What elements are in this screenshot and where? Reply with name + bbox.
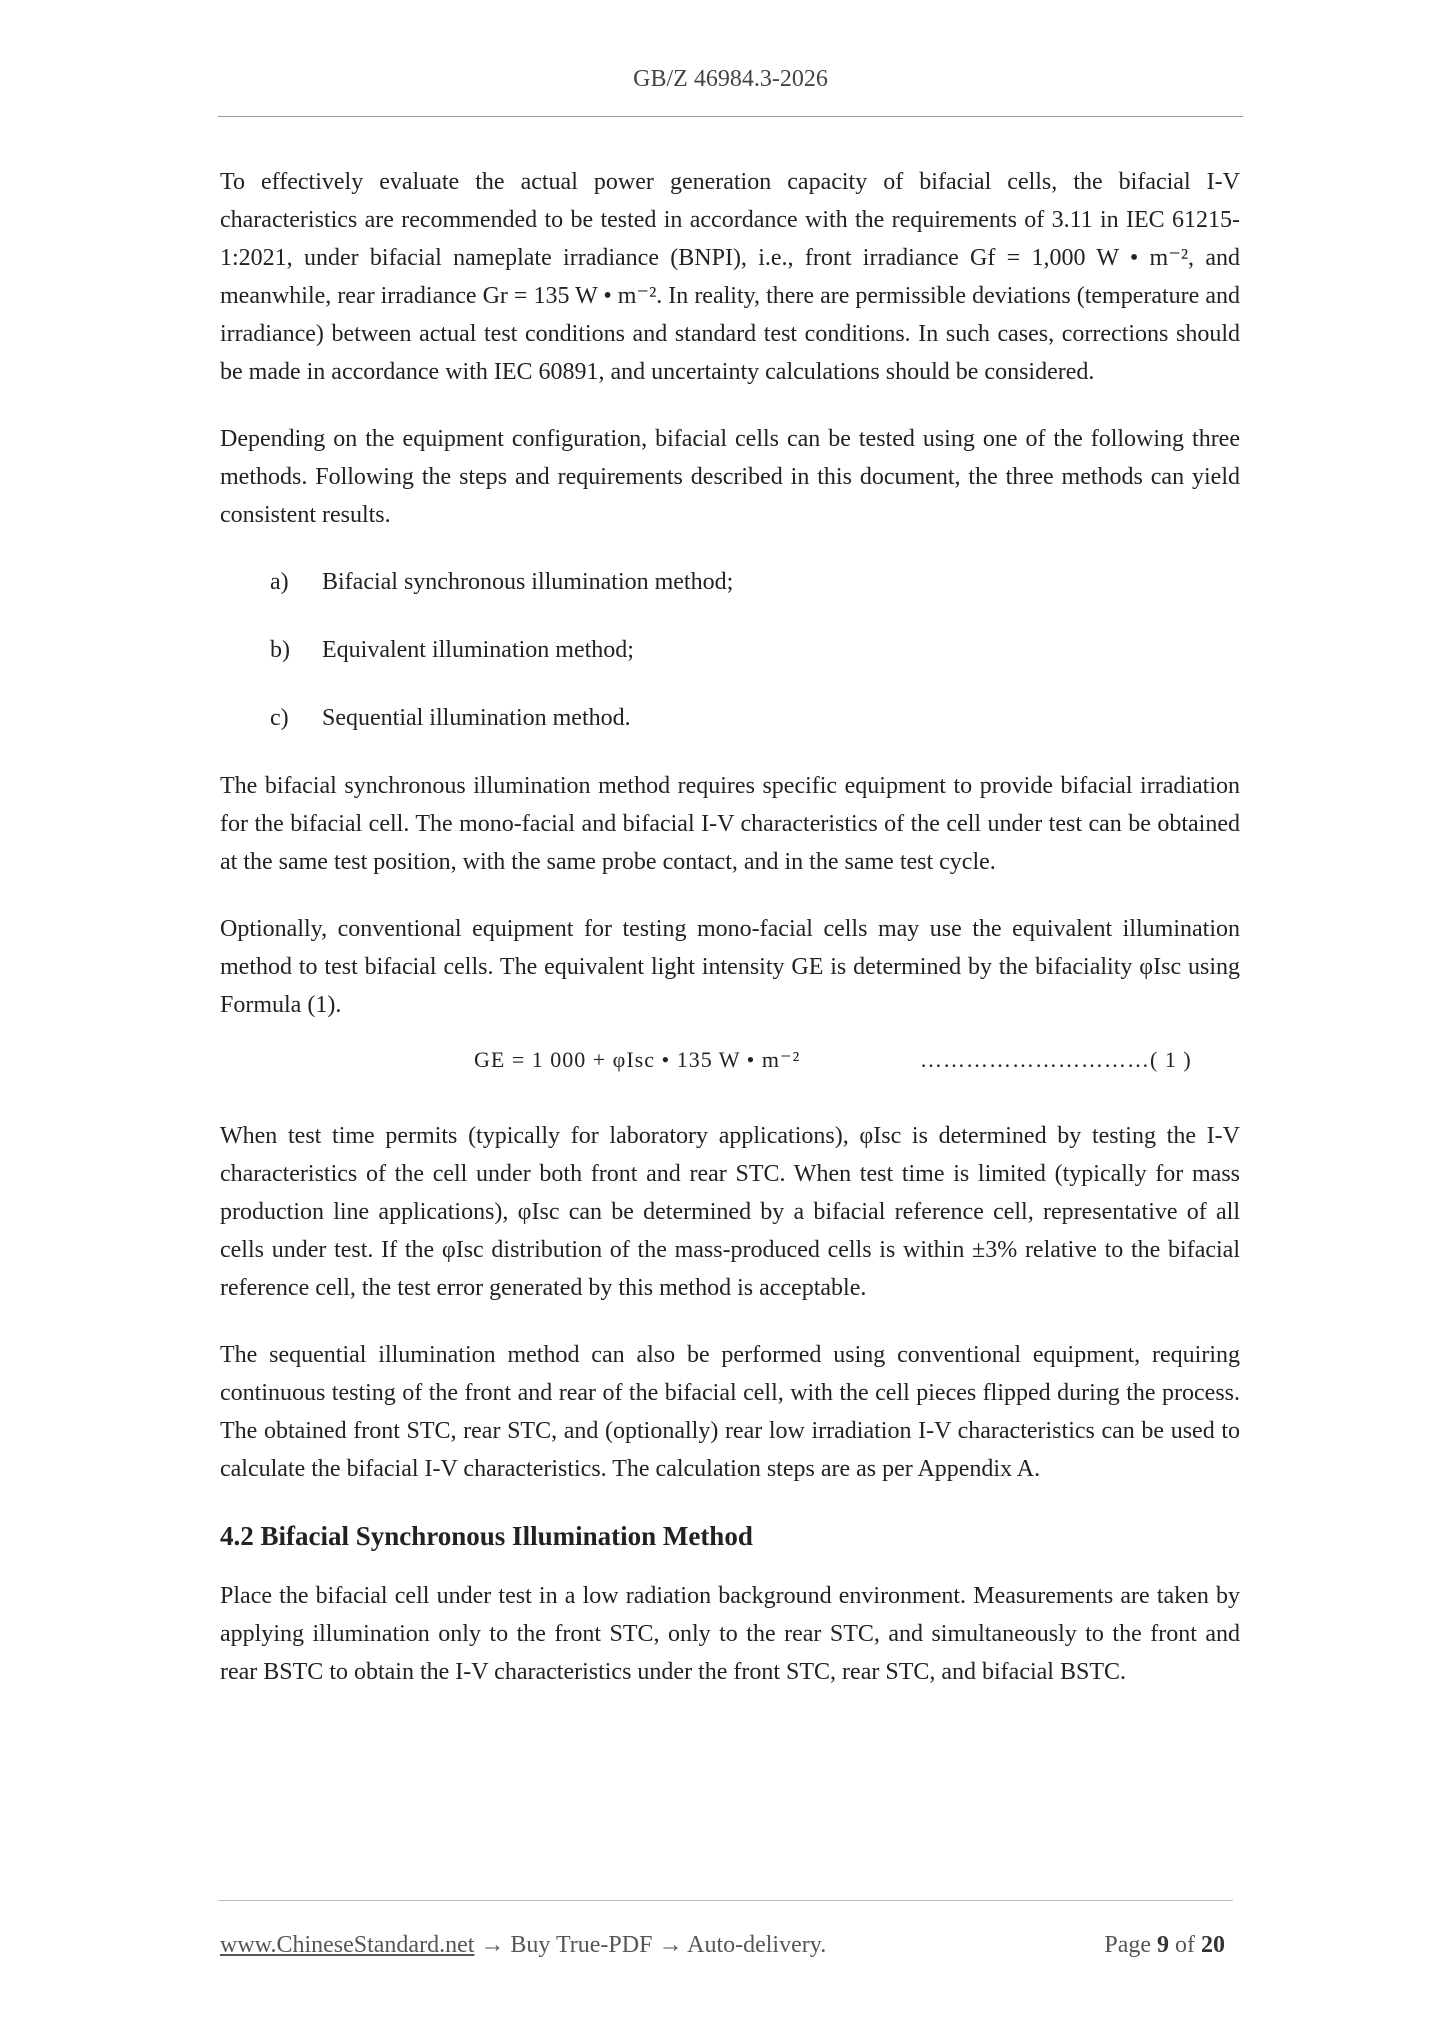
paragraph-procedure: Place the bifacial cell under test in a low radiation background environment. Measurements are taken by applying illumination only to the front STC, only to the rear STC, and simultaneously to the front and rear BSTC to obtain the I-V characteristics under the front STC, rear STC, and bifacial BSTC. xyxy=(220,1583,1240,1685)
list-text: Sequential illumination method. xyxy=(322,705,631,731)
list-marker: b) xyxy=(270,637,290,663)
list-item xyxy=(220,563,1240,601)
page-label: Page xyxy=(1104,1932,1151,1958)
list-item xyxy=(220,631,1240,669)
methods-list xyxy=(220,563,1240,737)
page-number: 9 xyxy=(1157,1932,1169,1958)
paragraph-bnpi: To effectively evaluate the actual power generation capacity of bifacial cells, the bifacial I-V characteristics are recommended to be tested in accordance with the requirements of 3.11 in IEC 61215-1:2021, under bifacial nameplate irradiance (BNPI), i.e., front irradiance Gf = 1,000 W • m⁻², and meanwhile, rear irradiance Gr = 135 W • m⁻². In reality, there are permissible deviations (temperature and irradiance) between actual test conditions and standard test conditions. In such cases, corrections should be made in accordance with IEC 60891, and uncertainty calculations should be considered. xyxy=(220,169,1240,385)
list-text: Equivalent illumination method; xyxy=(322,637,634,663)
footer-divider xyxy=(218,1900,1233,1901)
formula-1 xyxy=(220,1039,1240,1103)
list-marker: c) xyxy=(270,705,289,731)
paragraph-sequential: The sequential illumination method can also be performed using conventional equipment, requiring continuous testing of the front and rear of the bifacial cell, with the cell pieces flipped during the process. The obtained front STC, rear STC, and (optionally) rear low irradiation I-V characteristics can be used to calculate the bifacial I-V characteristics. The calculation steps are as per Appendix A. xyxy=(220,1342,1240,1482)
section-heading: 4.2 Bifacial Synchronous Illumination Method xyxy=(220,1521,753,1551)
paragraph-synchronous: The bifacial synchronous illumination method requires specific equipment to provide bifacial irradiation for the bifacial cell. The mono-facial and bifacial I-V characteristics of the cell under test can be obtained at the same test position, with the same probe contact, and in the same test cycle. xyxy=(220,773,1240,875)
header-divider xyxy=(218,116,1243,117)
formula-number: …………………………( 1 ) xyxy=(920,1047,1192,1072)
paragraph-equivalent: Optionally, conventional equipment for testing mono-facial cells may use the equivalent illumination method to test bifacial cells. The equivalent light intensity GE is determined by the bifaciality φIsc using Formula (1). xyxy=(220,916,1240,1018)
page-footer xyxy=(220,1932,1233,1959)
paragraph-methods-intro: Depending on the equipment configuration, bifacial cells can be tested using one of the following three methods. Following the steps and requirements described in this document, the three methods can yield consistent results. xyxy=(220,426,1240,528)
list-item xyxy=(220,699,1240,737)
of-label: of xyxy=(1175,1932,1195,1958)
list-text: Bifacial synchronous illumination method; xyxy=(322,569,734,595)
document-header: GB/Z 46984.3-2026 xyxy=(633,66,828,92)
paragraph-bifaciality: When test time permits (typically for laboratory applications), φIsc is determined by testing the I-V characteristics of the cell under both front and rear STC. When test time is limited (typically for mass production line applications), φIsc can be determined by a bifacial reference cell, representative of all cells under test. If the φIsc distribution of the mass-produced cells is within ±3% relative to the bifacial reference cell, the test error generated by this method is acceptable. xyxy=(220,1123,1240,1301)
list-marker: a) xyxy=(270,569,289,595)
page-content xyxy=(220,163,1240,1720)
formula-expression: GE = 1 000 + φIsc • 135 W • m⁻² xyxy=(474,1047,801,1072)
total-pages: 20 xyxy=(1201,1932,1225,1958)
page-indicator xyxy=(1104,1932,1225,1959)
website-link[interactable]: www.ChineseStandard.net xyxy=(220,1932,475,1958)
footer-tagline: → Buy True-PDF → Auto-delivery. xyxy=(474,1932,827,1958)
